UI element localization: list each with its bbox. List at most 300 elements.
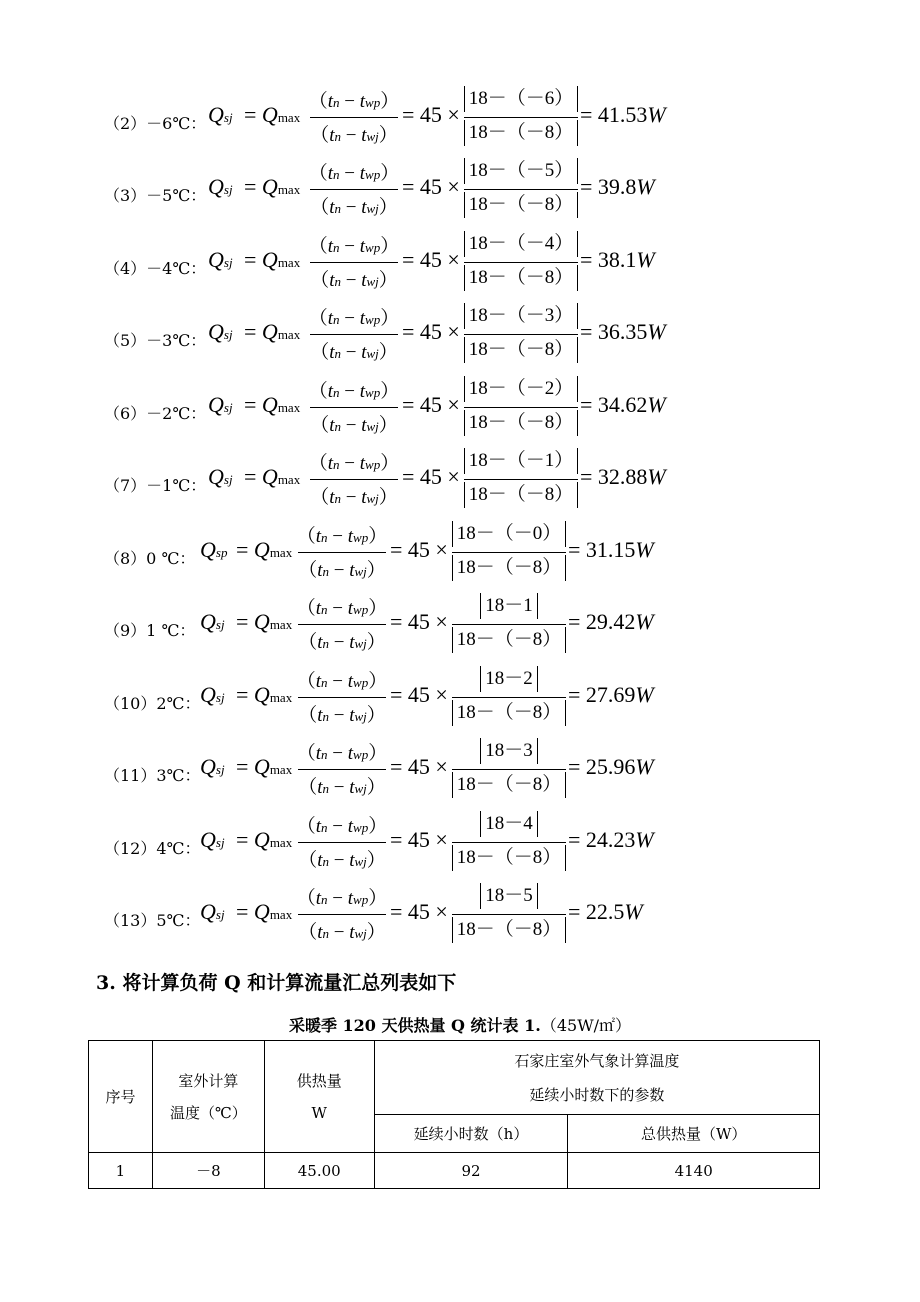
coefficient: 45 × (419, 319, 460, 344)
formula-q (208, 174, 233, 200)
coefficient: 45 × (419, 392, 460, 417)
numerator-value: 18－（－6） (464, 86, 579, 112)
result-value: 38.1 (597, 247, 637, 272)
fraction-denominator (308, 120, 400, 147)
temperature-ratio-fraction (296, 521, 388, 589)
fraction-denominator (308, 410, 400, 437)
q-subscript: sj (223, 255, 233, 270)
formula-row (0, 809, 920, 881)
minus-sign: − (345, 415, 357, 436)
temperature-ratio-fraction (308, 158, 400, 226)
eq-symbol: = (580, 174, 593, 199)
heat-supply-table (88, 1040, 820, 1189)
result-value: 29.42 (585, 609, 636, 634)
t-subscript: wj (354, 564, 367, 579)
numerator-value: 18－（－5） (464, 158, 579, 184)
fraction-numerator (308, 448, 400, 475)
t-symbol: t (349, 777, 355, 798)
eq-symbol: = (402, 174, 415, 199)
t-subscript: wp (365, 240, 381, 255)
equals-coefficient (402, 247, 460, 273)
formula-row (0, 664, 920, 736)
temperature-ratio-fraction (308, 231, 400, 299)
t-symbol: t (327, 236, 334, 257)
formula-q (200, 682, 225, 708)
t-subscript: wp (353, 530, 369, 545)
formula-result (568, 609, 654, 635)
fraction-denominator (296, 627, 388, 654)
paren-right: ） (368, 526, 388, 547)
temperature-ratio-fraction (296, 883, 388, 951)
formula-result (580, 392, 666, 418)
q-symbol: Q (200, 899, 216, 924)
numerator-value: 18－3 (480, 738, 538, 764)
fraction-numerator (308, 158, 400, 185)
minus-sign: − (344, 163, 356, 184)
q-subscript: sj (215, 835, 225, 850)
denominator-value: 18－（－8） (464, 120, 579, 146)
t-subscript: wp (353, 820, 369, 835)
equals-coefficient (402, 102, 460, 128)
table-caption-title: 采暖季 120 天供热量 Q 统计表 1. (288, 1016, 541, 1035)
eq-symbol: = (568, 899, 581, 924)
paren-right: ） (380, 91, 400, 112)
header-heat-supply-line1: 供热量 (296, 1071, 342, 1090)
eq-symbol: = (244, 392, 257, 417)
eq-symbol: = (568, 827, 581, 852)
header-total-heat: 总供热量（W） (568, 1115, 820, 1153)
qmax-symbol: Q (253, 754, 270, 779)
fraction-denominator (296, 845, 388, 872)
formula-label: （12）4℃： (104, 839, 201, 858)
eq-symbol: = (402, 319, 415, 344)
value-numerator (450, 883, 568, 909)
equals-coefficient (402, 174, 460, 200)
eq-symbol: = (580, 392, 593, 417)
t-subscript: n (333, 95, 340, 110)
fraction-numerator (296, 521, 388, 548)
q-symbol: Q (208, 247, 224, 272)
fraction-bar (298, 624, 386, 625)
eq-symbol: = (390, 682, 403, 707)
minus-sign: − (332, 743, 344, 764)
eq-symbol: = (402, 464, 415, 489)
fraction-numerator (296, 883, 388, 910)
result-unit: W (636, 247, 655, 272)
t-symbol: t (317, 850, 323, 871)
value-denominator (450, 772, 568, 798)
result-unit: W (635, 609, 654, 634)
value-fraction (462, 376, 580, 444)
qmax-subscript: max (277, 255, 301, 270)
minus-sign: − (344, 308, 356, 329)
fraction-bar (464, 407, 578, 408)
minus-sign: − (333, 777, 345, 798)
eq-symbol: = (390, 827, 403, 852)
equals-sign (236, 537, 292, 563)
q-symbol: Q (200, 754, 216, 779)
value-numerator (462, 448, 580, 474)
paren-right: ） (368, 671, 388, 692)
t-subscript: wp (353, 892, 369, 907)
t-symbol: t (315, 598, 322, 619)
formula-result (568, 827, 654, 853)
value-denominator (450, 627, 568, 653)
t-subscript: wj (354, 926, 367, 941)
paren-left: （ (296, 888, 316, 909)
value-denominator (450, 700, 568, 726)
paren-left: （ (298, 777, 318, 798)
paren-left: （ (308, 91, 328, 112)
fraction-denominator (308, 265, 400, 292)
result-unit: W (635, 537, 654, 562)
t-subscript: n (321, 530, 328, 545)
q-subscript: sj (215, 617, 225, 632)
formula-q (208, 247, 233, 273)
result-unit: W (647, 464, 666, 489)
value-numerator (450, 666, 568, 692)
formula-result (580, 247, 655, 273)
t-symbol: t (329, 487, 335, 508)
eq-symbol: = (390, 609, 403, 634)
paren-left: （ (308, 381, 328, 402)
formula-result (568, 899, 643, 925)
q-subscript: sj (215, 690, 225, 705)
temperature-ratio-fraction (308, 86, 400, 154)
result-unit: W (636, 174, 655, 199)
t-symbol: t (361, 342, 367, 363)
value-fraction (450, 521, 568, 589)
eq-symbol: = (244, 174, 257, 199)
t-subscript: n (321, 747, 328, 762)
fraction-bar (452, 624, 566, 625)
t-symbol: t (317, 777, 323, 798)
fraction-bar (310, 262, 398, 263)
qmax-symbol: Q (261, 102, 278, 127)
minus-sign: − (332, 598, 344, 619)
q-subscript: sj (223, 110, 233, 125)
formula-q (200, 609, 225, 635)
fraction-bar (452, 769, 566, 770)
t-symbol: t (349, 632, 355, 653)
qmax-subscript: max (269, 545, 293, 560)
t-symbol: t (359, 163, 366, 184)
q-subscript: sj (223, 400, 233, 415)
paren-right: ） (366, 850, 386, 871)
eq-symbol: = (244, 319, 257, 344)
minus-sign: − (345, 342, 357, 363)
value-denominator (450, 917, 568, 943)
paren-left: （ (298, 922, 318, 943)
result-value: 22.5 (585, 899, 625, 924)
cell-total: 4140 (568, 1153, 820, 1189)
denominator-value: 18－（－8） (464, 410, 579, 436)
minus-sign: − (345, 270, 357, 291)
paren-left: （ (310, 125, 330, 146)
t-symbol: t (315, 526, 322, 547)
paren-right: ） (368, 888, 388, 909)
q-symbol: Q (200, 682, 216, 707)
result-unit: W (647, 392, 666, 417)
t-subscript: n (333, 167, 340, 182)
equals-sign (236, 682, 292, 708)
fraction-bar (464, 262, 578, 263)
value-numerator (462, 231, 580, 257)
t-symbol: t (317, 922, 323, 943)
denominator-value: 18－（－8） (464, 265, 579, 291)
fraction-bar (310, 117, 398, 118)
denominator-value: 18－（－8） (464, 192, 579, 218)
numerator-value: 18－（－0） (452, 521, 567, 547)
t-symbol: t (317, 560, 323, 581)
minus-sign: − (345, 197, 357, 218)
fraction-numerator (308, 231, 400, 258)
minus-sign: − (344, 453, 356, 474)
equals-sign (244, 102, 300, 128)
t-subscript: n (322, 564, 329, 579)
formula-row (0, 446, 920, 518)
eq-symbol: = (402, 247, 415, 272)
paren-right: ） (368, 743, 388, 764)
t-symbol: t (347, 671, 354, 692)
eq-symbol: = (236, 827, 249, 852)
minus-sign: − (333, 632, 345, 653)
qmax-subscript: max (269, 762, 293, 777)
minus-sign: − (333, 850, 345, 871)
t-subscript: wj (366, 129, 379, 144)
header-weather-group (374, 1041, 819, 1115)
formula-row (0, 84, 920, 156)
paren-right: ） (380, 236, 400, 257)
q-symbol: Q (208, 102, 224, 127)
qmax-subscript: max (277, 472, 301, 487)
t-subscript: n (333, 385, 340, 400)
equals-sign (236, 754, 292, 780)
fraction-bar (298, 552, 386, 553)
formula-row (0, 881, 920, 953)
t-subscript: n (334, 491, 341, 506)
t-subscript: wp (365, 95, 381, 110)
denominator-value: 18－（－8） (452, 627, 567, 653)
formula-q (200, 827, 225, 853)
formula-label: （9）1 ℃： (104, 621, 196, 640)
t-subscript: wj (354, 781, 367, 796)
t-subscript: n (321, 675, 328, 690)
numerator-value: 18－（－3） (464, 303, 579, 329)
formula-result (568, 682, 654, 708)
result-value: 41.53 (597, 102, 648, 127)
result-value: 31.15 (585, 537, 636, 562)
result-value: 32.88 (597, 464, 648, 489)
value-numerator (462, 158, 580, 184)
value-denominator (462, 337, 580, 363)
formula-label: （4）－4℃： (104, 259, 207, 278)
paren-left: （ (296, 743, 316, 764)
eq-symbol: = (580, 464, 593, 489)
equals-sign (236, 899, 292, 925)
formula-q (200, 899, 225, 925)
fraction-denominator (308, 482, 400, 509)
result-unit: W (647, 319, 666, 344)
formula-label: （13）5℃： (104, 911, 201, 930)
eq-symbol: = (580, 319, 593, 344)
fraction-numerator (296, 666, 388, 693)
value-fraction (462, 448, 580, 516)
value-numerator (462, 86, 580, 112)
fraction-numerator (308, 86, 400, 113)
t-subscript: wp (365, 457, 381, 472)
fraction-bar (298, 914, 386, 915)
t-symbol: t (327, 91, 334, 112)
equals-coefficient (402, 464, 460, 490)
value-fraction (450, 738, 568, 806)
t-subscript: wj (366, 346, 379, 361)
formula-label: （10）2℃： (104, 694, 201, 713)
qmax-subscript: max (269, 835, 293, 850)
value-numerator (450, 738, 568, 764)
t-subscript: wj (366, 274, 379, 289)
value-numerator (450, 811, 568, 837)
t-subscript: wj (366, 201, 379, 216)
formula-label: （3）－5℃： (104, 186, 207, 205)
denominator-value: 18－（－8） (452, 845, 567, 871)
paren-right: ） (378, 125, 398, 146)
t-subscript: n (333, 457, 340, 472)
coefficient: 45 × (407, 682, 448, 707)
t-subscript: wp (365, 385, 381, 400)
t-symbol: t (327, 308, 334, 329)
t-symbol: t (361, 197, 367, 218)
numerator-value: 18－1 (480, 593, 538, 619)
qmax-subscript: max (269, 907, 293, 922)
value-numerator (450, 593, 568, 619)
q-symbol: Q (200, 827, 216, 852)
eq-symbol: = (390, 899, 403, 924)
paren-left: （ (298, 850, 318, 871)
eq-symbol: = (568, 754, 581, 779)
numerator-value: 18－（－2） (464, 376, 579, 402)
t-subscript: wj (366, 491, 379, 506)
paren-right: ） (366, 922, 386, 943)
paren-right: ） (368, 816, 388, 837)
t-symbol: t (329, 342, 335, 363)
formula-label: （5）－3℃： (104, 331, 207, 350)
denominator-value: 18－（－8） (452, 555, 567, 581)
formula-row (0, 156, 920, 228)
temperature-ratio-fraction (308, 303, 400, 371)
temperature-ratio-fraction (296, 811, 388, 879)
paren-left: （ (310, 270, 330, 291)
minus-sign: − (333, 705, 345, 726)
equals-coefficient (390, 537, 448, 563)
value-fraction (450, 666, 568, 734)
paren-right: ） (380, 381, 400, 402)
coefficient: 45 × (419, 102, 460, 127)
fraction-bar (310, 334, 398, 335)
equals-sign (236, 827, 292, 853)
result-value: 34.62 (597, 392, 648, 417)
paren-left: （ (308, 236, 328, 257)
value-denominator (462, 192, 580, 218)
q-subscript: sj (215, 762, 225, 777)
header-outdoor-temp-line1: 室外计算 (178, 1071, 239, 1090)
result-value: 36.35 (597, 319, 648, 344)
fraction-bar (464, 117, 578, 118)
equals-coefficient (390, 899, 448, 925)
coefficient: 45 × (419, 464, 460, 489)
minus-sign: − (332, 816, 344, 837)
formula-q (208, 102, 233, 128)
minus-sign: − (344, 91, 356, 112)
formula-result (580, 464, 666, 490)
t-symbol: t (349, 850, 355, 871)
equals-coefficient (402, 392, 460, 418)
value-numerator (462, 303, 580, 329)
fraction-denominator (296, 555, 388, 582)
t-subscript: n (322, 854, 329, 869)
denominator-value: 18－（－8） (452, 772, 567, 798)
q-symbol: Q (208, 174, 224, 199)
value-denominator (462, 265, 580, 291)
fraction-bar (464, 189, 578, 190)
value-fraction (450, 811, 568, 879)
fraction-bar (464, 479, 578, 480)
t-subscript: n (321, 820, 328, 835)
result-value: 24.23 (585, 827, 636, 852)
t-subscript: n (334, 419, 341, 434)
t-subscript: n (333, 240, 340, 255)
result-unit: W (624, 899, 643, 924)
qmax-symbol: Q (261, 174, 278, 199)
cell-temp: －8 (152, 1153, 264, 1189)
value-fraction (450, 593, 568, 661)
paren-left: （ (298, 632, 318, 653)
paren-right: ） (380, 163, 400, 184)
t-symbol: t (317, 705, 323, 726)
t-subscript: wp (353, 602, 369, 617)
t-subscript: wp (353, 675, 369, 690)
fraction-numerator (296, 738, 388, 765)
t-symbol: t (329, 197, 335, 218)
value-numerator (450, 521, 568, 547)
section-heading: 3. 将计算负荷 Q 和计算流量汇总列表如下 (96, 972, 457, 994)
qmax-symbol: Q (261, 247, 278, 272)
t-subscript: wj (354, 854, 367, 869)
equals-coefficient (390, 609, 448, 635)
minus-sign: − (332, 526, 344, 547)
value-denominator (462, 410, 580, 436)
q-symbol: Q (208, 392, 224, 417)
value-denominator (462, 120, 580, 146)
denominator-value: 18－（－8） (464, 482, 579, 508)
t-symbol: t (361, 487, 367, 508)
qmax-subscript: max (277, 400, 301, 415)
paren-left: （ (310, 415, 330, 436)
paren-left: （ (310, 342, 330, 363)
temperature-ratio-fraction (296, 593, 388, 661)
qmax-symbol: Q (253, 899, 270, 924)
paren-right: ） (366, 777, 386, 798)
value-fraction (462, 303, 580, 371)
t-symbol: t (361, 415, 367, 436)
cell-hours: 92 (374, 1153, 568, 1189)
fraction-bar (310, 407, 398, 408)
header-number: 序号 (89, 1041, 153, 1153)
formula-row (0, 229, 920, 301)
equals-sign (236, 609, 292, 635)
coefficient: 45 × (407, 827, 448, 852)
t-subscript: n (322, 926, 329, 941)
